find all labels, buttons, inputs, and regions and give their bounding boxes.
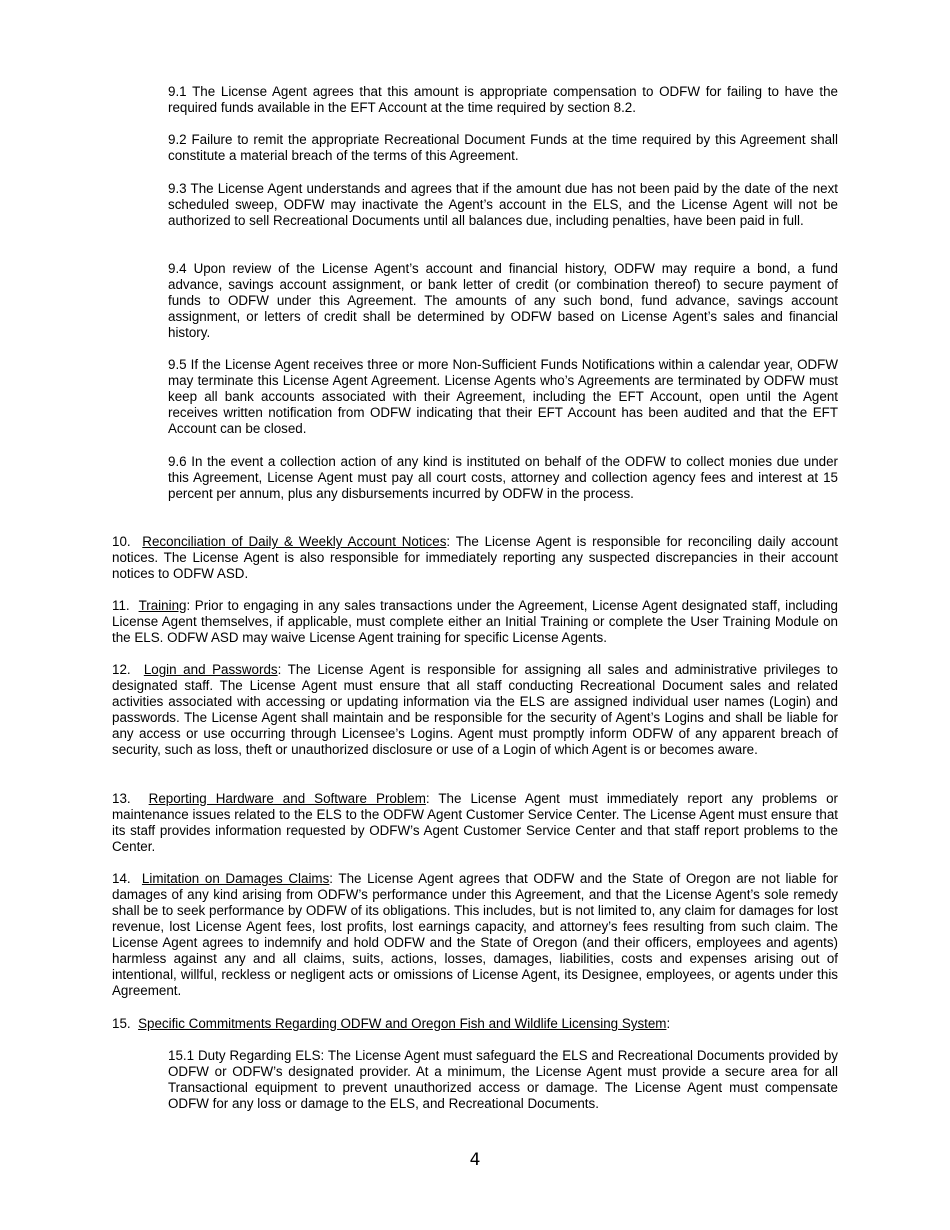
clause-9-3: 9.3 The License Agent understands and agrees that if the amount due has not been paid by the date of the next scheduled sweep, ODFW may inactivate the Agent’s account in the ELS, and the License Agent will not be authorized to sell Recreational Documents until all balances due, including penalties, have been paid in full.: [168, 181, 838, 228]
section-12-body: The License Agent is responsible for assigning all sales and administrative privileges to designated staff. The License Agent must ensure that all staff conducting Recreational Document sales and related activities associated with accessing or updating information via the ELS are assigned individual user names (Login) and passwords. The License Agent shall maintain and be responsible for the security of Agent’s Logins and shall be liable for any access or use occurring through Licensee’s Logins. Agent must promptly inform ODFW of any apparent breach of security, such as loss, theft or unauthorized disclosure or use of a Login of which Agent is or becomes aware.: [112, 662, 838, 757]
section-11-separator: :: [186, 598, 195, 613]
clause-9-2: 9.2 Failure to remit the appropriate Recreational Document Funds at the time required by this Agreement shall constitute a material breach of the terms of this Agreement.: [168, 132, 838, 163]
section-11-body: Prior to engaging in any sales transactions under the Agreement, License Agent designated staff, including License Agent themselves, if applicable, must complete either an Initial Training or complete the User Training Module on the ELS. ODFW ASD may waive License Agent training for specific License Agents.: [112, 598, 838, 645]
clause-9-4: 9.4 Upon review of the License Agent’s account and financial history, ODFW may require a bond, a fund advance, savings account assignment, or bank letter of credit (or combination thereof) to secure payment of funds to ODFW under this Agreement. The amounts of any such bond, fund advance, savings account assignment, or letters of credit shall be determined by ODFW based on License Agent’s sales and financial history.: [168, 261, 838, 340]
section-14-separator: :: [329, 871, 339, 886]
section-13-number: 13.: [112, 791, 131, 806]
clause-9-1: 9.1 The License Agent agrees that this amount is appropriate compensation to ODFW for failing to have the required funds available in the EFT Account at the time required by section 8.2.: [168, 84, 838, 115]
section-15-heading: Specific Commitments Regarding ODFW and Oregon Fish and Wildlife Licensing System: [138, 1016, 667, 1031]
section-10-heading: Reconciliation of Daily & Weekly Account Notices: [142, 534, 447, 549]
section-13-body: The License Agent must immediately report any problems or maintenance issues related to the ELS to the ODFW Agent Customer Service Center. The License Agent must ensure that its staff provides information requested by ODFW’s Agent Customer Service Center and that staff report problems to the Center.: [112, 791, 838, 854]
section-15-number: 15.: [112, 1016, 131, 1031]
section-13-heading: Reporting Hardware and Software Problem: [148, 791, 426, 806]
section-14-body: The License Agent agrees that ODFW and the State of Oregon are not liable for damages of any kind arising from ODFW’s performance under this Agreement, and that the License Agent’s sole remedy shall be to seek performance by ODFW of its obligations. This includes, but is not limited to, any claim for damages for lost revenue, lost License Agent fees, lost profits, lost earnings capacity, and attorney’s fees resulting from such claim. The License Agent agrees to indemnify and hold ODFW and the State of Oregon (and their officers, employees and agents) harmless against any and all claims, suits, actions, losses, damages, liabilities, costs and expenses arising out of intentional, willful, reckless or negligent acts or omissions of License Agent, its Designee, employees, or agents under this Agreement.: [112, 871, 838, 998]
section-11-number: 11.: [112, 598, 130, 613]
page-number: 4: [469, 1150, 481, 1170]
section-12-heading: Login and Passwords: [143, 662, 278, 677]
section-15-separator: :: [666, 1016, 671, 1031]
section-12-separator: :: [277, 662, 288, 677]
section-11-heading: Training: [138, 598, 187, 613]
section-14-heading: Limitation on Damages Claims: [141, 871, 330, 886]
clause-15-1: 15.1 Duty Regarding ELS: The License Agent must safeguard the ELS and Recreational Documents provided by ODFW or ODFW’s designated provider. At a minimum, the License Agent must provide a secure area for all Transactional equipment to prevent unauthorized access or damage. The License Agent must compensate ODFW for any loss or damage to the ELS, and Recreational Documents.: [168, 1048, 838, 1111]
section-13-separator: :: [425, 791, 439, 806]
section-11: [112, 598, 838, 646]
section-14-number: 14.: [112, 871, 131, 886]
section-14: [112, 871, 838, 999]
clause-9-6: 9.6 In the event a collection action of any kind is instituted on behalf of the ODFW to collect monies due under this Agreement, License Agent must pay all court costs, attorney and collection agency fees and interest at 15 percent per annum, plus any disbursements incurred by ODFW in the process.: [168, 454, 838, 501]
section-13: [112, 791, 838, 855]
section-10-number: 10.: [112, 534, 131, 549]
section-10: [112, 534, 838, 582]
section-10-body: The License Agent is responsible for reconciling daily account notices. The License Agent is also responsible for immediately reporting any suspected discrepancies in their account notices to ODFW ASD.: [112, 534, 838, 581]
section-12: [112, 662, 838, 758]
section-10-separator: :: [446, 534, 456, 549]
clause-9-5: 9.5 If the License Agent receives three or more Non-Sufficient Funds Notifications within a calendar year, ODFW may terminate this License Agent Agreement. License Agents who’s Agreements are terminated by ODFW must keep all bank accounts associated with their Agreement, including the EFT Account, open until the Agent receives written notification from ODFW indicating that their EFT Account has been audited and that the EFT Account can be closed.: [168, 357, 838, 436]
section-12-number: 12.: [112, 662, 131, 677]
section-15: [112, 1016, 838, 1032]
